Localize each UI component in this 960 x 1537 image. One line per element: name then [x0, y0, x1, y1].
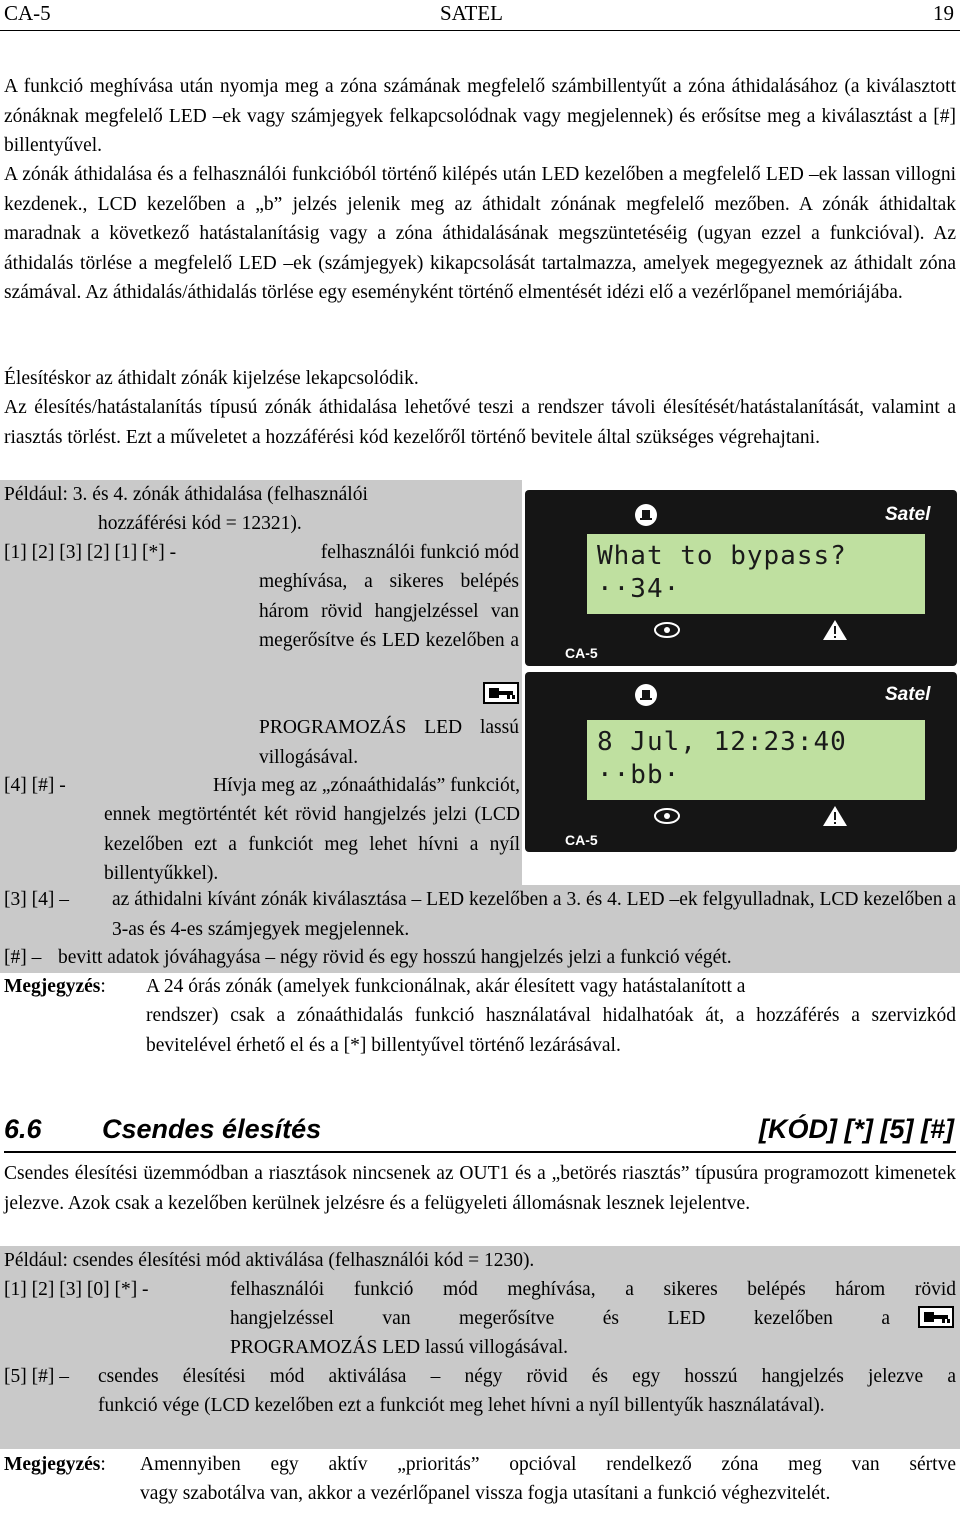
model-label: CA-5 — [565, 645, 598, 661]
note2-label-group — [4, 1450, 106, 1480]
section-title: Csendes élesítés — [102, 1114, 322, 1144]
example2-step1-label: [1] [2] [3] [0] [*] - — [4, 1279, 149, 1300]
example1-step2-rest: ennek megtörténtét két rövid hangjelzés jelzi (LCD kezelőben ezt a funkciót meg lehet hívni a nyíl billentyűkkel). — [104, 804, 520, 884]
page-header — [0, 0, 960, 31]
lcd-keypad-display-2 — [525, 672, 957, 852]
header-left: CA-5 — [4, 1, 51, 25]
lcd-keypad-display-1 — [525, 490, 957, 666]
paragraph-bypass-indication: A zónák áthidalása és a felhasználói funkcióból történő kilépés után LED kezelőben a megfelelő LED –ek lassan villogni kezdenek., LCD kezelőben a „b” jelzés jelenik meg az áthidalt zónának megfelelő mezőben. A zónák áthidaltak maradnak a következő hatástalanításig vagy a zóna áthidalásának megszüntetéséig (ugyan ezzel a funkcióval). Az áthidalás törlése a megfelelő LED –ek (számjegyek) kikapcsolását tartalmazza, amelyek megegyeznek az áthidalt zóna számával. Az áthidalás/áthidalás törlése egy eseményként történő elmentését idézi elő a vezérlőpanel memóriájába. — [4, 164, 956, 303]
note1-label: Megjegyzés — [4, 976, 101, 997]
example1-step2-label: [4] [#] - — [4, 775, 66, 796]
example2-step1-rest: hangjelzéssel van megerősítve és LED kezelőben a — [230, 1308, 890, 1329]
example1-step3-text: az áthidalni kívánt zónák kiválasztása – LED kezelőben a 3. és 4. LED –ek felgyulladnak, LCD kezelőben a 3-as és 4-es számjegyek megjelennek. — [112, 889, 956, 940]
alarm-bell-icon — [633, 502, 659, 528]
example2-step2-first: csendes élesítési mód aktiválása – négy rövid és egy hosszú hangjelzés jelezve a — [98, 1366, 956, 1387]
page-number: 19 — [933, 1, 954, 25]
note1-first-line: A 24 órás zónák (amelyek funkcionálnak, akár élesített vagy hatástalanított a — [146, 976, 746, 997]
example1-title: Például: 3. és 4. zónák áthidalása (felhasználói — [4, 484, 368, 505]
brand-logo: Satel — [885, 684, 931, 705]
armed-eye-icon — [653, 620, 681, 640]
programming-key-icon — [483, 682, 519, 704]
programming-key-icon — [918, 1306, 954, 1328]
example2-step1-tail: PROGRAMOZÁS LED lassú villogásával. — [230, 1337, 568, 1358]
example1-step1-text: meghívása, a sikeres belépés három rövid hangjelzéssel van megerősítve és LED kezelőben a — [259, 571, 519, 651]
example1-step1-first: felhasználói funkció mód — [320, 542, 519, 563]
note2-rest: vagy szabotálva van, akkor a vezérlőpanel vissza fogja utasítani a funkció véghezvitelét. — [140, 1483, 831, 1504]
alarm-bell-icon — [633, 682, 659, 708]
note2-label: Megjegyzés — [4, 1454, 101, 1475]
brand-logo: Satel — [885, 504, 931, 525]
lcd-line-1: 8 Jul, 12:23:40 — [597, 727, 847, 757]
warning-icon — [821, 804, 849, 828]
example2-step2-label: [5] [#] – — [4, 1366, 69, 1387]
armed-eye-icon — [653, 806, 681, 826]
paragraph-arm-disarm-zones: Az élesítés/hatástalanítás típusú zónák áthidalása lehetővé teszi a rendszer távoli élesítését/hatástalanítását, valamint a riasztás törlést. Ezt a műveletet a hozzáférési kód kezelőről történő bevitele által szükséges végrehajtani. — [4, 397, 956, 448]
lcd-screen — [587, 720, 925, 800]
note1-colon: : — [100, 976, 106, 997]
model-label: CA-5 — [565, 832, 598, 848]
note1-rest: rendszer) csak a zónaáthidalás funkció használatával hidalhatóak át, a hozzáférés a szervizkód bevitelével érhető el és a [*] billentyűvel történő lezárásával. — [146, 1005, 956, 1056]
example1-code: hozzáférési kód = 12321). — [98, 513, 302, 534]
example1-step3-label: [3] [4] – — [4, 889, 69, 910]
section-heading — [4, 1111, 956, 1153]
example1-step1-tail: PROGRAMOZÁS LED lassú villogásával. — [259, 717, 519, 768]
note1-label-group — [4, 972, 106, 1002]
lcd-line-2: ··bb· — [597, 760, 681, 790]
warning-icon — [821, 618, 849, 642]
lcd-line-2: ··34· — [597, 574, 681, 604]
paragraph-silent-arming: Csendes élesítési üzemmódban a riasztások nincsenek az OUT1 és a „betörés riasztás” típusúra programozott kimenetek jelezve. Azok csak a kezelőben kerülnek jelzésre és a felügyeleti állomásnak lesznek lejelentve. — [4, 1163, 956, 1214]
example1-step4-text: bevitt adatok jóváhagyása – négy rövid és egy hosszú hangjelzés jelzi a funkció végét. — [58, 947, 732, 968]
paragraph-arming-note: Élesítéskor az áthidalt zónák kijelzése lekapcsolódik. — [4, 368, 419, 389]
lcd-screen — [587, 534, 925, 614]
header-center: SATEL — [440, 1, 503, 25]
example1-step2-first: Hívja meg az „zónaáthidalás” funkciót, — [213, 775, 520, 796]
example1-step4-label: [#] – — [4, 947, 42, 968]
section-number: 6.6 — [4, 1114, 42, 1144]
section-key-sequence: [KÓD] [*] [5] [#] — [759, 1114, 954, 1144]
example2-step1-first: felhasználói funkció mód meghívása, a sikeres belépés három rövid — [230, 1279, 956, 1300]
lcd-line-1: What to bypass? — [597, 541, 847, 571]
paragraph-intro: A funkció meghívása után nyomja meg a zóna számának megfelelő számbillentyűt a zóna áthidalásához (a kiválasztott zónáknak megfelelő LED –ek vagy számjegyek felkapcsolódnak vagy megjelennek) és erősítse meg a kiválasztást a [#] billentyűvel. — [4, 76, 956, 156]
example2-step2-rest: funkció vége (LCD kezelőben ezt a funkciót meg lehet hívni a nyíl billentyűk használatával). — [98, 1395, 825, 1416]
note2-colon: : — [100, 1454, 106, 1475]
example1-step1-label: [1] [2] [3] [2] [1] [*] - — [4, 542, 177, 563]
example2-title: Például: csendes élesítési mód aktiválása (felhasználói kód = 1230). — [4, 1250, 535, 1271]
note2-first-line: Amennyiben egy aktív „prioritás” opcióval rendelkező zóna meg van sértve — [140, 1454, 956, 1475]
